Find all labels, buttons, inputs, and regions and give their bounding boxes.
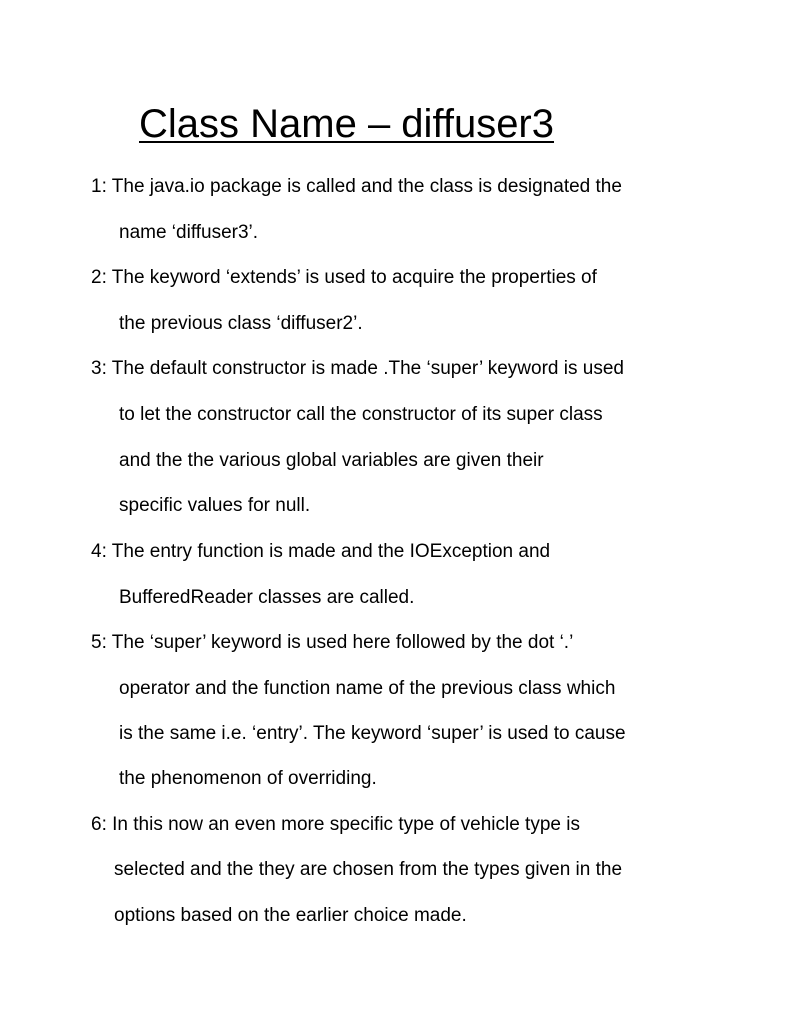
text-line: 4: The entry function is made and the IOException and: [91, 541, 551, 562]
text-line: to let the constructor call the constructor of its super class: [119, 404, 603, 425]
text-line: 2: The keyword ‘extends’ is used to acquire the properties of: [91, 267, 597, 288]
text-line: 5: The ‘super’ keyword is used here followed by the dot ‘.’: [91, 632, 574, 653]
text-line: is the same i.e. ‘entry’. The keyword ‘super’ is used to cause: [119, 723, 626, 744]
text-line: BufferedReader classes are called.: [119, 587, 415, 608]
text-line: name ‘diffuser3’.: [119, 222, 259, 243]
text-line: 1: The java.io package is called and the class is designated the: [91, 176, 622, 197]
text-line: 6: In this now an even more specific type of vehicle type is: [91, 814, 580, 835]
text-line: the previous class ‘diffuser2’.: [119, 313, 363, 334]
page-title: Class Name – diffuser3: [139, 102, 554, 146]
text-line: the phenomenon of overriding.: [119, 768, 377, 789]
text-line: operator and the function name of the previous class which: [119, 678, 616, 699]
text-line: 3: The default constructor is made .The ‘super’ keyword is used: [91, 358, 624, 379]
text-line: and the the various global variables are given their: [119, 450, 544, 471]
text-line: selected and the they are chosen from the types given in the: [114, 859, 623, 880]
text-line: options based on the earlier choice made.: [114, 905, 467, 926]
text-line: specific values for null.: [119, 495, 311, 516]
